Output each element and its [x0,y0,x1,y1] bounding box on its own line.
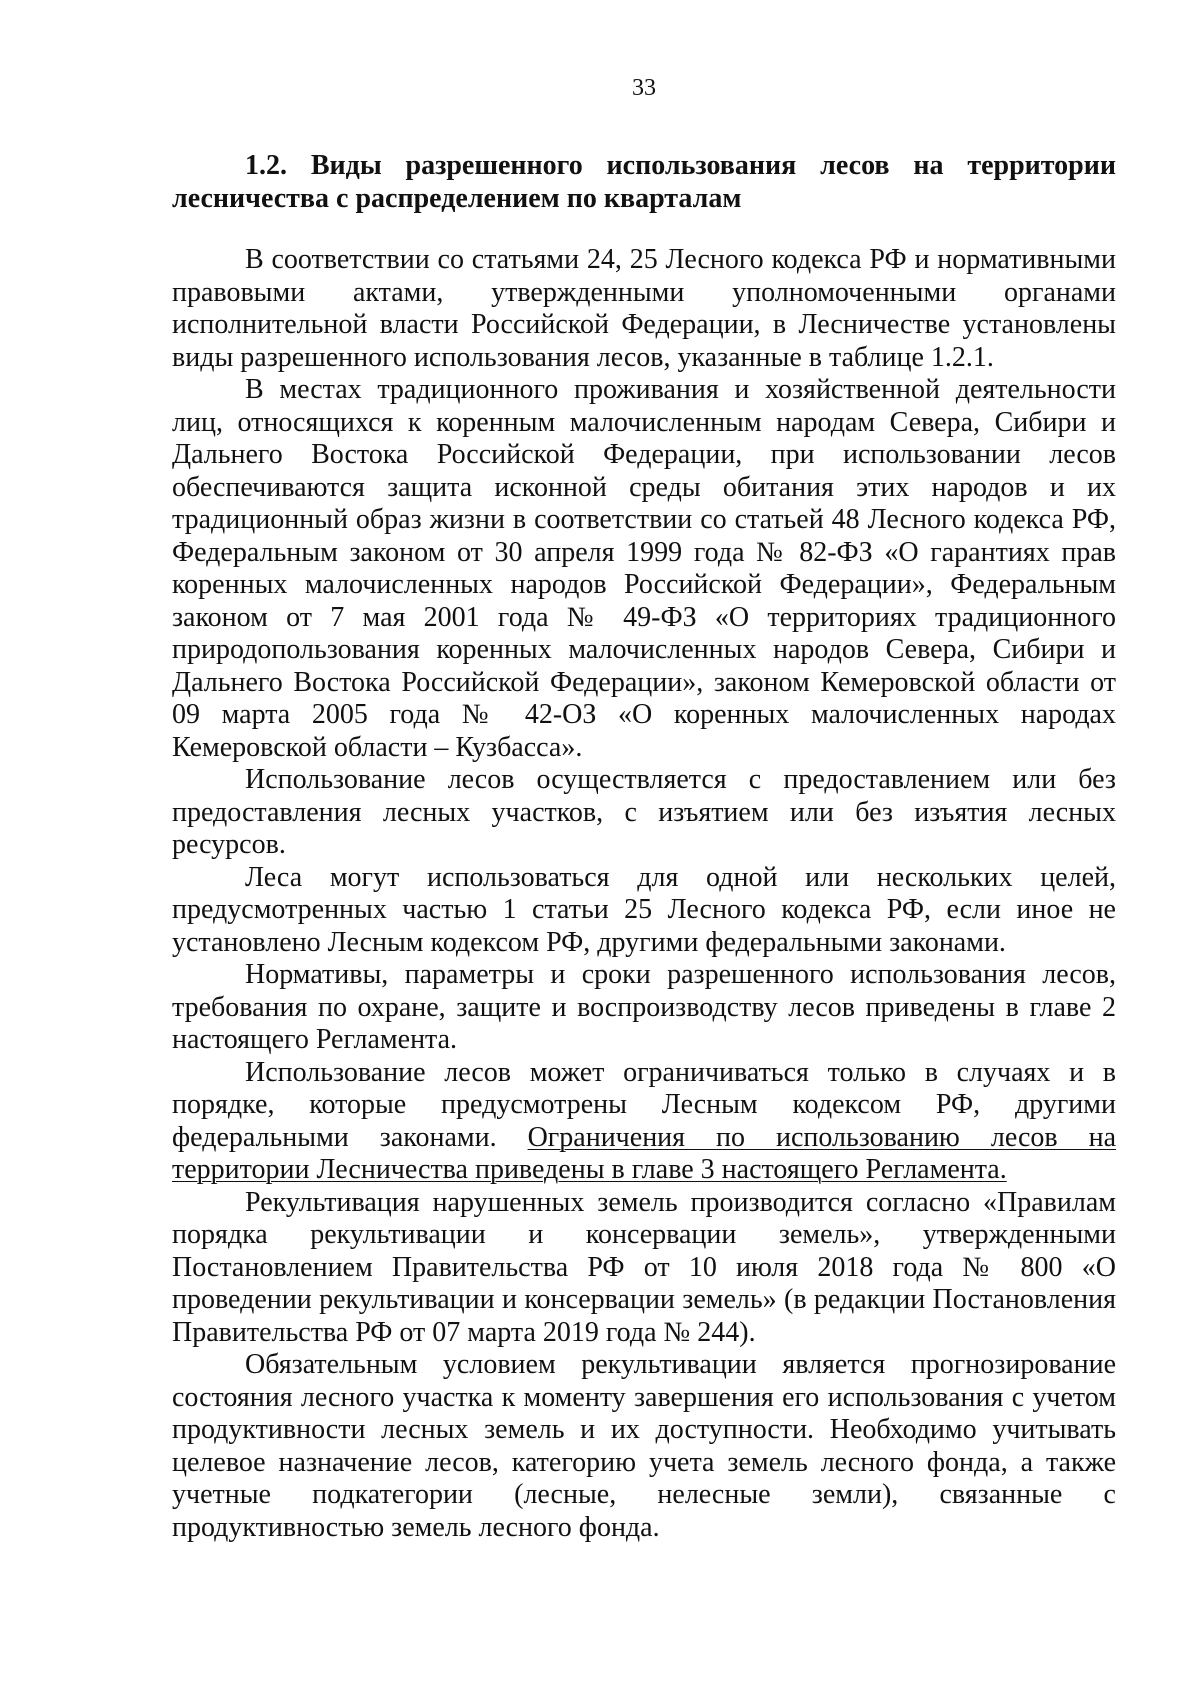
paragraph-restrictions [172,1057,1116,1187]
paragraph-forest-use-modes: Использование лесов осуществляется с предоставлением или без предоставления лесных участков, с изъятием или без изъятия лесных ресурсов. [172,764,1116,860]
paragraph-forest-use-purposes: Леса могут использоваться для одной или нескольких целей, предусмотренных частью 1 статьи 25 Лесного кодекса РФ, если иное не установлено Лесным кодексом РФ, другими федеральными законами. [172,861,1116,958]
body-text [172,244,1116,1544]
paragraph-reclamation-rules: Рекультивация нарушенных земель производится согласно «Правилам порядка рекультивации и консервации земель», утвержденными Постановлением Правительства РФ от 10 июля 2018 года № 800 «О проведении рекультивации и консервации земель» (в редакции Постановления Правительства РФ от 07 марта 2019 года № 244). [172,1186,1116,1348]
paragraph-reclamation-conditions: Обязательным условием рекультивации является прогнозирование состояния лесного участка к моменту завершения его использования с учетом продуктивности лесных земель и их доступности. Необходимо учитывать целевое назначение лесов, категорию учета земель лесного фонда, а также учетные подкатегории (лесные, нелесные земли), связанные с продуктивностью земель лесного фонда. [172,1349,1116,1543]
section-heading: 1.2. Виды разрешенного использования лесов на территории лесничества с распределением по кварталам [172,150,1116,214]
paragraph-norms-parameters: Нормативы, параметры и сроки разрешенного использования лесов, требования по охране, защите и воспроизводству лесов приведены в главе 2 настоящего Регламента. [172,959,1116,1055]
paragraph-indigenous-peoples: В местах традиционного проживания и хозяйственной деятельности лиц, относящихся к коренным малочисленным народам Севера, Сибири и Дальнего Востока Российской Федерации, при использовании лесов обеспечиваются защита исконной среды обитания этих народов и их традиционный образ жизни в соответствии со статьей 48 Лесного кодекса РФ, Федеральным законом от 30 апреля 1999 года № 82-ФЗ «О гарантиях прав коренных малочисленных народов Российской Федерации», Федеральным законом от 7 мая 2001 года № 49-ФЗ «О территориях традиционного природопользования коренных малочисленных народов Севера, Сибири и Дальнего Востока Российской Федерации», законом Кемеровской области от 09 марта 2005 года № 42-ОЗ «О коренных малочисленных народах Кемеровской области – Кузбасса». [172,374,1116,763]
paragraph-legal-basis: В соответствии со статьями 24, 25 Лесного кодекса РФ и нормативными правовыми актами, утвержденными уполномоченными органами исполнительной власти Российской Федерации, в Лесничестве установлены виды разрешенного использования лесов, указанные в таблице 1.2.1. [172,244,1116,373]
restrictions-reference-underlined: Ограничения по использованию лесов на территории Лесничества приведены в главе 3 настоящего Регламента. [172,1121,1117,1185]
restrictions-text: Использование лесов может ограничиваться только в случаях и в порядке, которые предусмотрены Лесным кодексом РФ, другими федеральными законами. [172,1056,1116,1153]
page-number: 33 [632,75,656,101]
